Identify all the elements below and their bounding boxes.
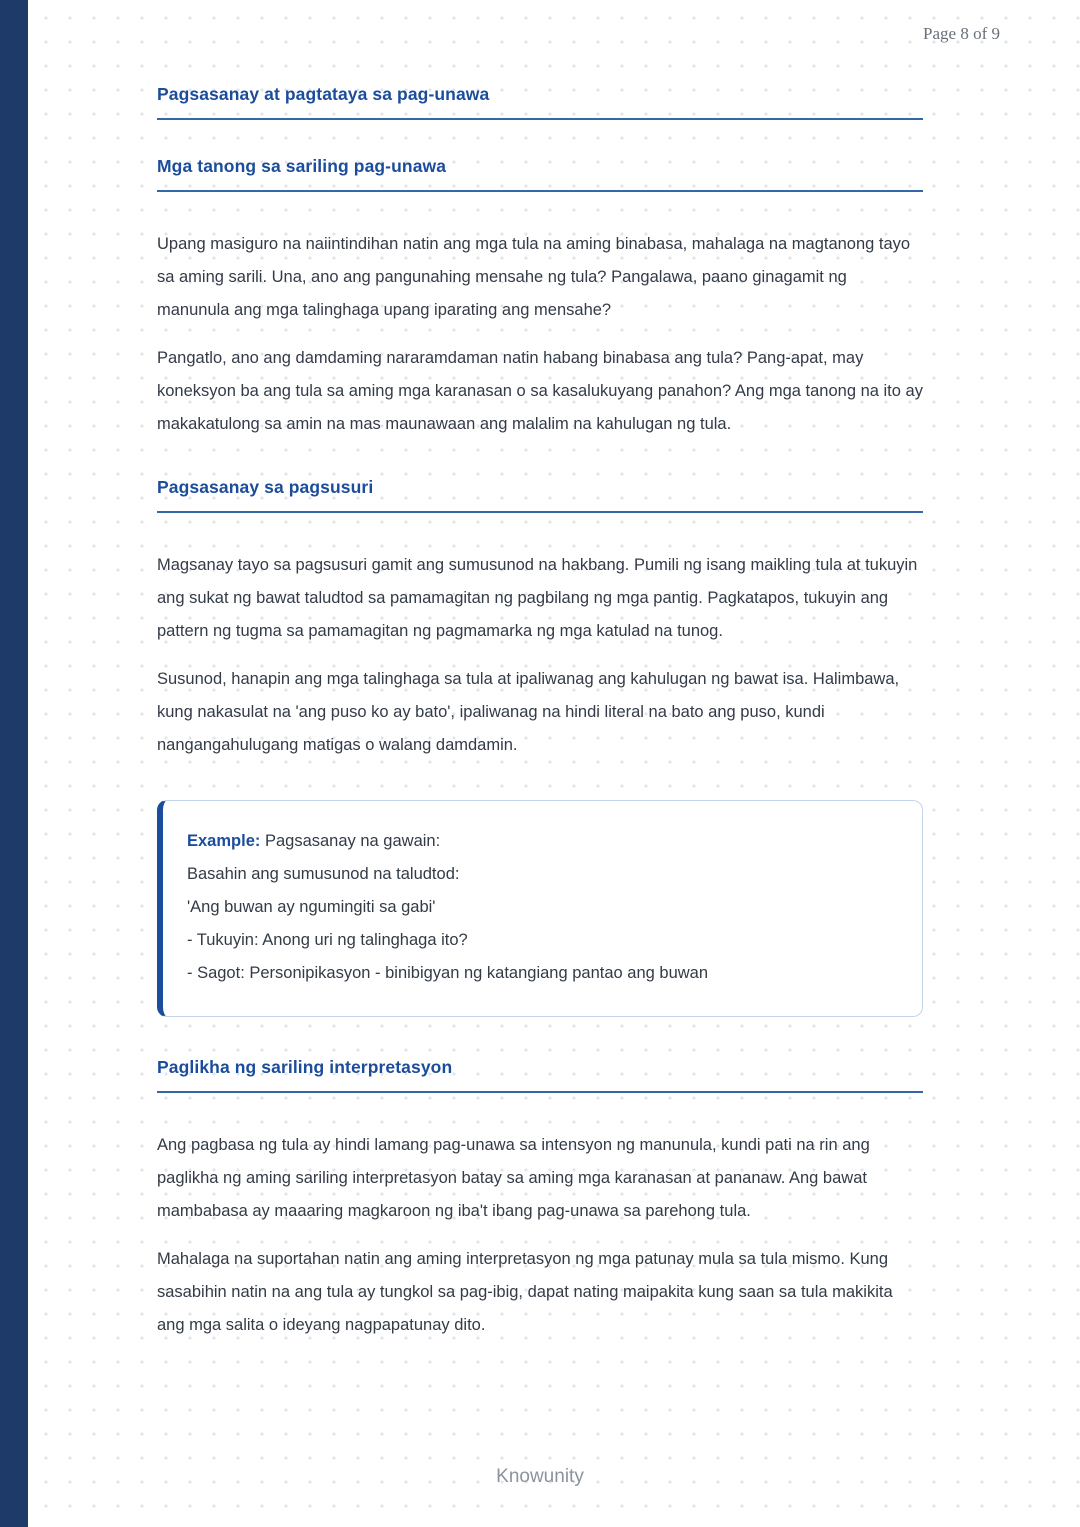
example-line-5: - Sagot: Personipikasyon - binibigyan ng katangiang pantao ang buwan [187,964,709,982]
paragraph: Susunod, hanapin ang mga talinghaga sa tula at ipaliwanag ang kahulugan ng bawat isa. Halimbawa, kung nakasulat na 'ang puso ko ay bato', ipaliwanag na hindi literal na bato ang puso, kundi nangangahulugang matigas o walang damdamin. [157,670,900,754]
example-line-3: 'Ang buwan ay ngumingiti sa gabi' [187,898,436,916]
example-label: Example: [187,832,261,850]
page-edge-accent-bar [0,0,28,1527]
paragraph: Magsanay tayo sa pagsusuri gamit ang sumusunod na hakbang. Pumili ng isang maikling tula at tukuyin ang sukat ng bawat taludtod sa pamamagitan ng pagbilang ng mga pantig. Pagkatapos, tukuyin ang pattern ng tugma sa pamamagitan ng pagmamarka ng mga katulad na tunog. [157,556,918,640]
document-content [157,0,923,1342]
brand-footer: Knowunity [496,1466,584,1487]
paragraph: Ang pagbasa ng tula ay hindi lamang pag-unawa sa intensyon ng manunula, kundi pati na rin ang paglikha ng aming sariling interpretasyon batay sa aming mga karanasan at pananaw. Ang bawat mambabasa ay maaaring magkaroon ng iba't ibang pag-unawa sa parehong tula. [157,1136,870,1220]
page-number: Page 8 of 9 [923,24,1000,43]
paragraph: Mahalaga na suportahan natin ang aming interpretasyon ng mga patunay mula sa tula mismo. Kung sasabihin natin na ang tula ay tungkol sa pag-ibig, dapat nating maipakita kung saan sa tula makikita ang mga salita o ideyang nagpapatunay dito. [157,1250,893,1334]
section-heading-pagsasanay-sa-pagsusuri: Pagsasanay sa pagsusuri [157,477,923,513]
section-heading-pagsasanay-at-pagtataya: Pagsasanay at pagtataya sa pag-unawa [157,84,923,120]
paragraph: Pangatlo, ano ang damdaming nararamdaman natin habang binabasa ang tula? Pang-apat, may koneksyon ba ang tula sa aming mga karanasan o sa kasalukuyang panahon? Ang mga tanong na ito ay makakatulong sa amin na mas maunawaan ang malalim na kahulugan ng tula. [157,349,923,433]
example-callout [157,800,923,1017]
example-line-4: - Tukuyin: Anong uri ng talinghaga ito? [187,931,468,949]
section-heading-paglikha-interpretasyon: Paglikha ng sariling interpretasyon [157,1057,923,1093]
example-line-1 [187,825,894,858]
section-heading-mga-tanong: Mga tanong sa sariling pag-unawa [157,156,923,192]
example-line-2: Basahin ang sumusunod na taludtod: [187,865,460,883]
paragraph: Upang masiguro na naiintindihan natin ang mga tula na aming binabasa, mahalaga na magtanong tayo sa aming sarili. Una, ano ang pangunahing mensahe ng tula? Pangalawa, paano ginagamit ng manunula ang mga talinghaga upang iparating ang mensahe? [157,235,911,319]
example-line-text: Pagsasanay na gawain: [264,832,441,850]
